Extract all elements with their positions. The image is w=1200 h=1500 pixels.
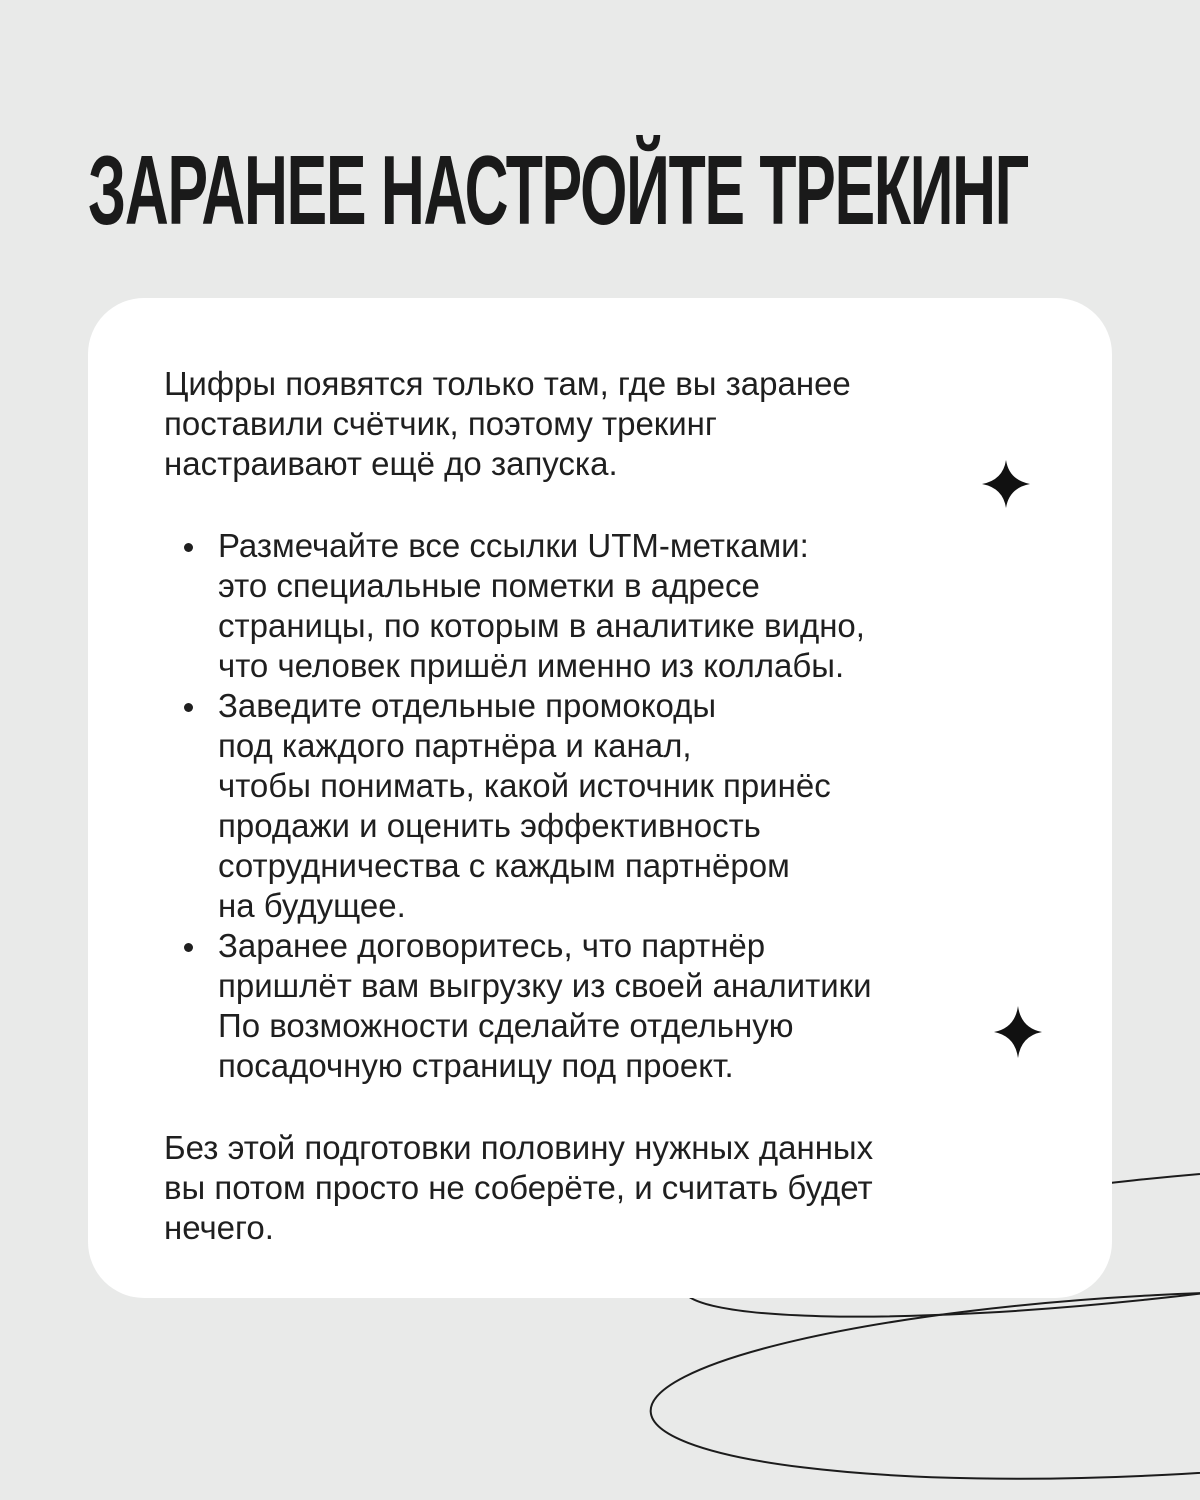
card-text — [164, 364, 1064, 1248]
content-card — [88, 298, 1112, 1298]
bullet-item-promocodes: Заведите отдельные промокоды под каждого партнёра и канал, чтобы понимать, какой источник принёс продажи и оценить эффективность сотрудничества с каждым партнёром на будущее. — [164, 686, 1064, 926]
page-title: ЗАРАНЕЕ НАСТРОЙТЕ ТРЕКИНГ — [88, 135, 1028, 245]
intro-paragraph: Цифры появятся только там, где вы заранее поставили счётчик, поэтому трекинг настраивают ещё до запуска. — [164, 365, 851, 482]
outro-paragraph: Без этой подготовки половину нужных данных вы потом просто не соберёте, и считать будет нечего. — [164, 1129, 874, 1246]
bullet-list — [164, 526, 1064, 1086]
bullet-item-utm: Размечайте все ссылки UTM-метками: это специальные пометки в адресе страницы, по которым в аналитике видно, что человек пришёл именно из коллабы. — [164, 526, 1064, 686]
bullet-item-analytics-export: Заранее договоритесь, что партнёр пришлёт вам выгрузку из своей аналитики По возможности сделайте отдельную посадочную страницу под проект. — [164, 926, 1064, 1086]
